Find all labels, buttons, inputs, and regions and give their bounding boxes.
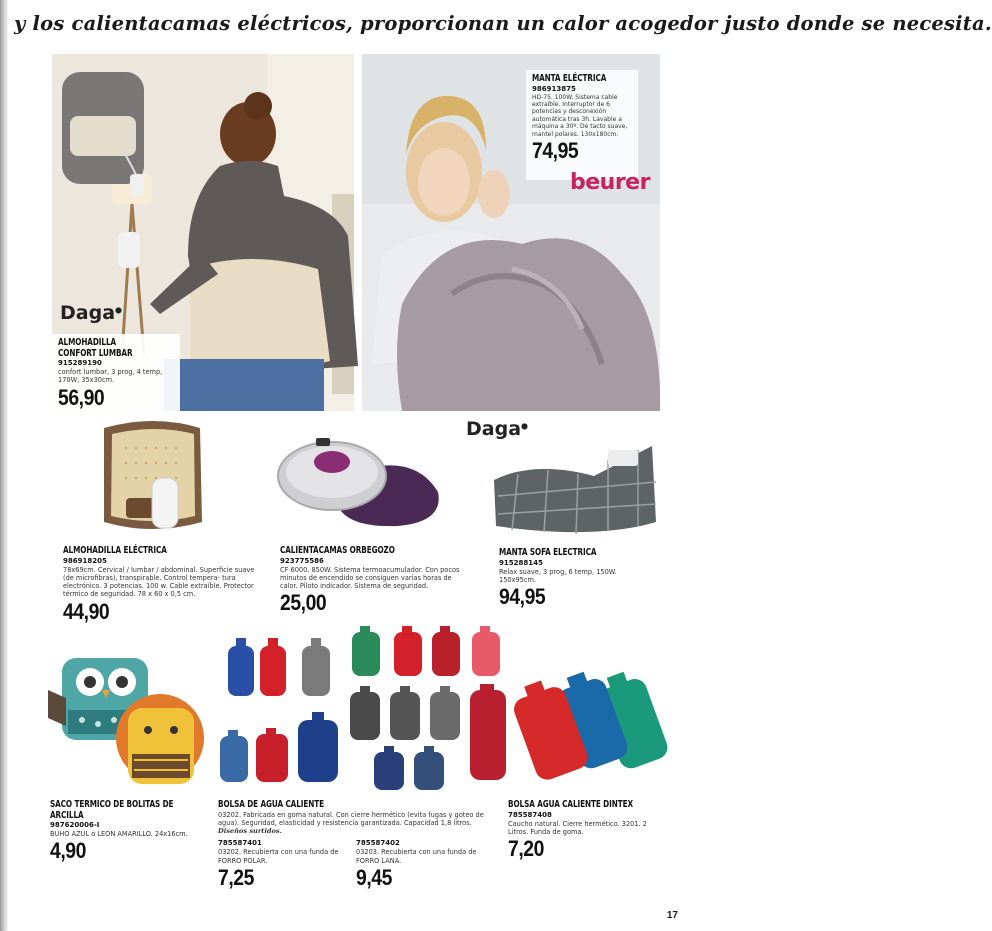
product-price: 44,90 xyxy=(63,598,110,624)
product-price: 94,95 xyxy=(499,584,546,610)
product-name: MANTA ELÉCTRICA xyxy=(532,73,607,84)
product-name: BOLSA DE AGUA CALIENTE xyxy=(218,799,325,810)
product-ref: 785587408 xyxy=(508,810,552,819)
page-binding-edge xyxy=(0,0,8,931)
product-info-almohadilla-confort xyxy=(52,334,180,411)
beurer-logo: beurer xyxy=(570,170,650,195)
hot-water-bottles-illustration xyxy=(220,622,510,792)
variant-ref: 785587402 xyxy=(356,839,400,848)
product-price: 25,00 xyxy=(280,590,327,616)
product-desc: BUHO AZUL o LEON AMARILLO. 24x16cm. xyxy=(50,830,188,838)
product-info-bolsa-dintex xyxy=(508,800,668,862)
product-desc: CF 6000. 850W. Sistema termoacumulador. Con pocos minutos de encendido se consiguen varias horas de calor. Piloto indicador. Sistema de seguridad. xyxy=(280,565,460,591)
product-note: Diseños surtidos. xyxy=(218,827,282,836)
product-price: 4,90 xyxy=(50,838,86,864)
product-ref: 986913875 xyxy=(532,84,576,93)
variant-polar xyxy=(218,839,348,891)
product-desc: 78x69cm. Cervical / lumbar / abdominal. Superficie suave (de microfibras), transpirable. Control tempera- tura electrónico. 3 potencias. 100 w. Cable extraíble. Protector térmico de seguridad. 78 x 60 x 0,5 cm. xyxy=(63,565,255,599)
product-desc: Relax suave, 3 prog, 6 temp, 150W. 150x95cm. xyxy=(499,567,617,584)
plaid-blanket-illustration xyxy=(488,430,658,540)
lumbar-pad-photo: Daga● ALMOHADILLA CONFORT LUMBAR 915289190 confort lumbar, 3 prog, 4 temp, 170W, 35x30cm. 56,90 xyxy=(52,54,354,411)
product-ref: 987620006-I xyxy=(50,821,100,829)
product-info-almohadilla-electrica xyxy=(63,546,273,625)
product-ref: 915288145 xyxy=(499,558,543,567)
variant-desc: 03203. Recubierta con una funda de FORRO LANA. xyxy=(356,848,477,865)
product-name: ALMOHADILLA CONFORT LUMBAR xyxy=(58,337,133,359)
calientacamas-image xyxy=(274,432,444,532)
product-info-manta-electrica xyxy=(526,70,638,180)
rubber-bottles-illustration xyxy=(512,664,672,784)
product-info-calientacamas xyxy=(280,546,476,616)
product-ref: 923775586 xyxy=(280,556,324,565)
product-ref: 986918205 xyxy=(63,556,107,565)
heating-pad-illustration xyxy=(96,418,206,533)
product-info-bolsa-agua xyxy=(218,800,504,893)
product-info-saco-termico xyxy=(50,800,210,864)
product-name: SACO TERMICO DE BOLITAS DE ARCILLA xyxy=(50,799,174,821)
bed-warmer-illustration xyxy=(274,432,444,527)
variant-price: 7,25 xyxy=(218,864,254,890)
almohadilla-electrica-image xyxy=(96,418,206,538)
variant-desc: 03202. Recubierta con una funda de FORRO POLAR. xyxy=(218,848,339,865)
saco-termico-image xyxy=(42,650,212,795)
product-desc: Caucho natural. Cierre hermético. 3201. 2 Litros. Funda de goma. xyxy=(508,819,647,836)
product-info-manta-sofa xyxy=(499,548,669,610)
daga-logo: Daga xyxy=(60,302,116,324)
daga-logo: Daga xyxy=(466,418,522,440)
product-name: BOLSA AGUA CALIENTE DINTEX xyxy=(508,799,634,810)
electric-blanket-photo xyxy=(362,54,660,411)
product-desc: HD-75. 100W. Sistema cable extraíble. Interruptor de 6 potencias y desconexión automática tras 3h. Lavable a máquina a 30º. De tacto suave, mantel polares. 130x180cm. xyxy=(532,93,628,138)
page-number: 17 xyxy=(666,910,678,921)
bolsa-agua-image xyxy=(220,622,510,797)
variant-ref: 785587401 xyxy=(218,839,262,848)
owl-and-lion-warmers-illustration xyxy=(42,650,212,790)
product-desc: confort lumbar, 3 prog, 4 temp, 170W, 35x30cm. xyxy=(58,368,163,385)
product-desc: 03202. Fabricada en goma natural. Con cierre hermético (evita fugas y goteo de agua). Seguridad, elasticidad y resistencia garantizada. Capacidad 1,8 litros. xyxy=(218,810,484,827)
bolsa-dintex-image xyxy=(512,664,672,789)
page-headline: y los calientacamas eléctricos, proporcionan un calor acogedor justo donde se necesita. xyxy=(14,12,992,35)
product-price: 56,90 xyxy=(58,384,105,410)
product-name: CALIENTACAMAS ORBEGOZO xyxy=(280,545,395,556)
product-name: MANTA SOFA ELECTRICA xyxy=(499,547,597,558)
product-price: 74,95 xyxy=(532,137,579,163)
product-ref: 915289190 xyxy=(58,359,102,367)
variant-lana xyxy=(356,839,496,891)
variant-price: 9,45 xyxy=(356,864,392,890)
manta-sofa-image xyxy=(488,430,658,545)
product-price: 7,20 xyxy=(508,836,544,862)
product-name: ALMOHADILLA ELÉCTRICA xyxy=(63,545,167,556)
